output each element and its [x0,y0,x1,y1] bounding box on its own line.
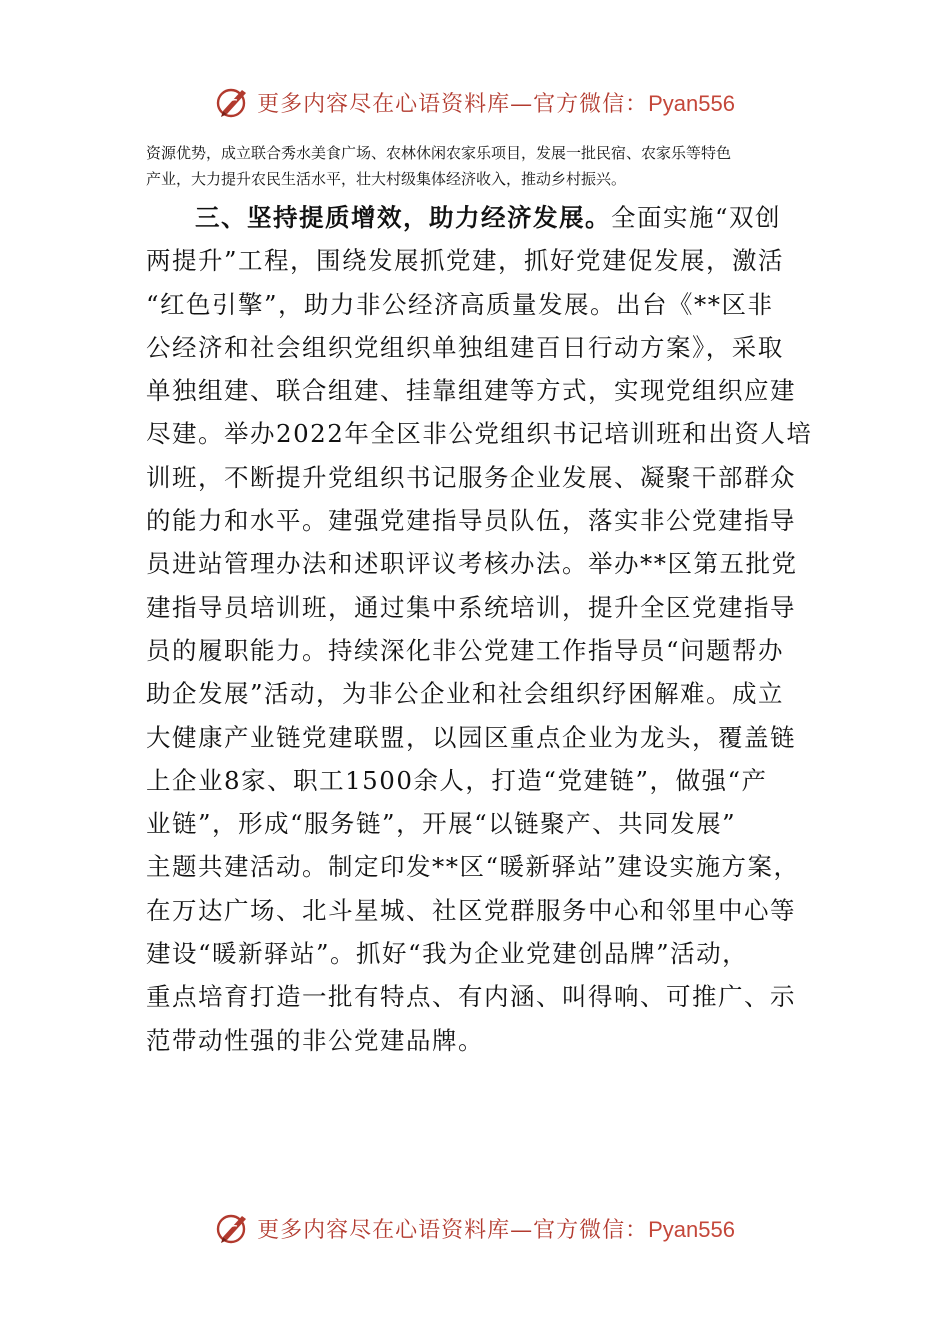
header-banner-brand: Pyan556 [648,90,735,116]
paragraph-line: 建设“暖新驿站”。抓好“我为企业党建创品牌”活动， [146,939,749,969]
section-paragraph [146,196,813,1062]
paragraph-line: 的能力和水平。建强党建指导员队伍，落实非公党建指导 [146,506,796,536]
paragraph-line: 助企发展”活动，为非公企业和社会组织纾困解难。成立 [146,679,785,709]
footer-banner [0,1208,950,1248]
paragraph-line: “红色引擎”，助力非公经济高质量发展。出台《**区非 [146,289,774,319]
paragraph-first-line [146,196,810,239]
intro-paragraph [146,140,810,192]
paragraph-line: 员进站管理办法和述职评议考核办法。举办**区第五批党 [146,549,798,579]
paragraph-line: 主题共建活动。制定印发**区“暖新驿站”建设实施方案， [146,852,800,882]
footer-banner-text: 更多内容尽在心语资料库—官方微信：Pyan556 [257,1216,735,1243]
paragraph-line: 训班，不断提升党组织书记服务企业发展、凝聚干部群众 [146,462,796,492]
intro-line: 产业，大力提升农民生活水平，壮大村级集体经济收入，推动乡村振兴。 [146,170,627,188]
footer-banner-brand: Pyan556 [648,1216,735,1242]
first-line-rest: 全面实施“双创 [611,203,782,232]
header-banner-text: 更多内容尽在心语资料库—官方微信：Pyan556 [257,90,735,117]
intro-line: 资源优势，成立联合秀水美食广场、农林休闲农家乐项目，发展一批民宿、农家乐等特色 [146,144,732,162]
paragraph-line: 单独组建、联合组建、挂靠组建等方式，实现党组织应建 [146,376,796,406]
paragraph-line: 员的履职能力。持续深化非公党建工作指导员“问题帮办 [146,635,785,665]
section-heading: 三、坚持提质增效，助力经济发展。 [195,203,611,232]
paragraph-line: 公经济和社会组织党组织单独组建百日行动方案》，采取 [146,332,784,362]
paragraph-line: 两提升”工程，围绕发展抓党建，抓好党建促发展，激活 [146,246,785,276]
pen-logo-icon [215,1210,251,1246]
pen-logo-icon [215,84,251,120]
paragraph-line: 范带动性强的非公党建品牌。 [146,1025,484,1055]
paragraph-line: 重点培育打造一批有特点、有内涵、叫得响、可推广、示 [146,982,796,1012]
paragraph-line: 业链”，形成“服务链”，开展“以链聚产、共同发展” [146,809,737,839]
paragraph-line: 在万达广场、北斗星城、社区党群服务中心和邻里中心等 [146,895,796,925]
header-banner [0,82,950,122]
paragraph-line: 建指导员培训班，通过集中系统培训，提升全区党建指导 [146,592,796,622]
paragraph-line: 大健康产业链党建联盟，以园区重点企业为龙头，覆盖链 [146,722,796,752]
paragraph-line: 上企业8家、职工1500余人，打造“党建链”，做强“产 [146,765,768,795]
paragraph-line: 尽建。举办2022年全区非公党组织书记培训班和出资人培 [146,419,813,449]
